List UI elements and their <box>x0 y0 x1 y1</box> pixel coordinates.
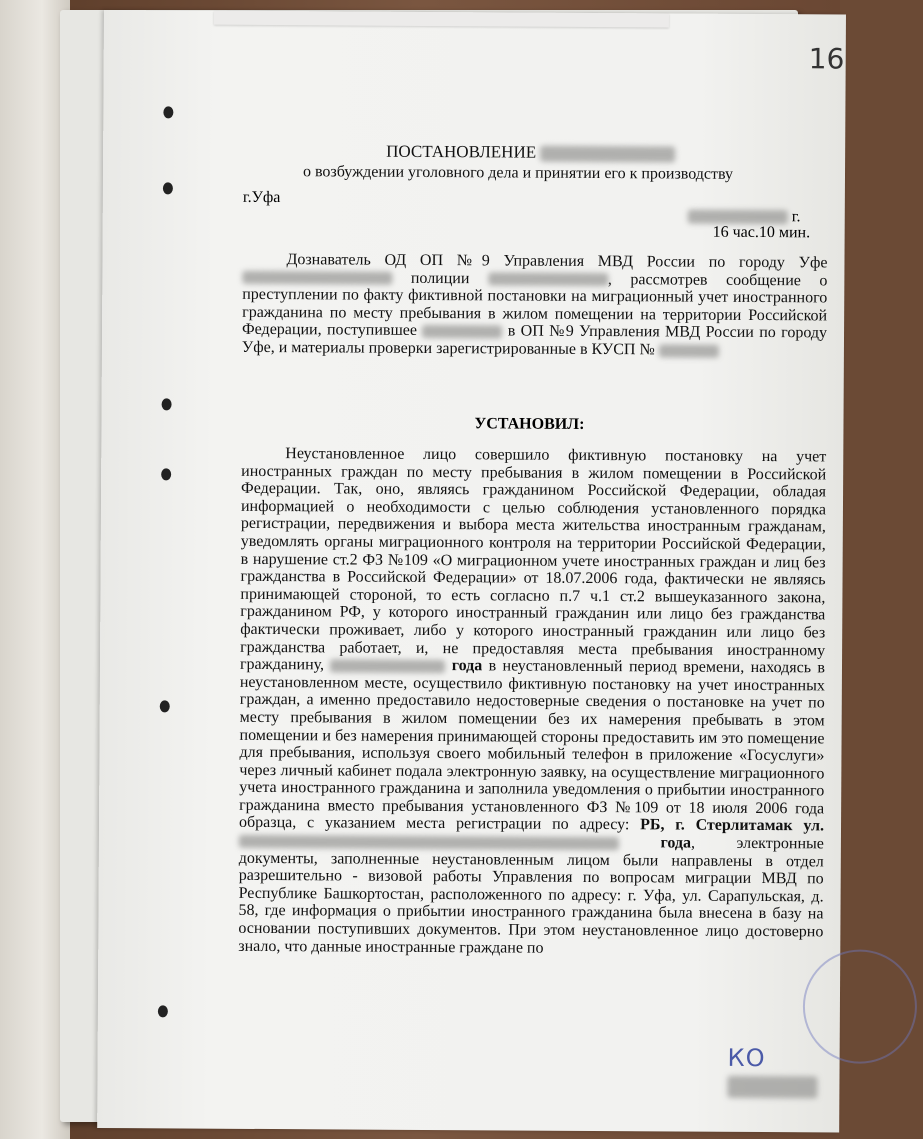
intro-text-4: в ОП №9 Управления МВД России по городу Уфе, и материалы проверки зарегистрированные в КУСП № <box>241 322 828 359</box>
redacted-kusp-number <box>659 344 719 357</box>
redacted-address <box>239 835 619 850</box>
established-heading: УСТАНОВИЛ: <box>474 415 585 433</box>
binder-hole <box>163 182 173 194</box>
intro-paragraph <box>242 251 828 360</box>
handwritten-text: КО <box>727 1043 766 1073</box>
body-bold-address: РБ, г. Стерлитамак ул. <box>640 816 825 835</box>
document-sheet <box>60 10 845 1122</box>
redacted-number <box>540 146 675 163</box>
body-bold-year-2: года <box>660 834 692 852</box>
redacted-date-1 <box>330 659 445 673</box>
body-text-3: , электронные документы, заполненные неустановленным лицом были направлены в отдел разрешительно - визовой работы Управления по вопросам миграции МВД по Республике Башкортостан, расположенного по адресу: г. Уфа, ул. Сарапульская, д. 58, где информация о прибытии иностранного гражданина была внесена в базу на основании поступивших документов. При этом неустановленное лицо достоверно знало, что данные иностранные граждане по <box>238 834 824 957</box>
binder-hole <box>162 398 172 410</box>
body-text-2: в неустановленный период времени, находясь в неустановленном месте, осуществило фиктивную постановку на учет иностранных граждан, а именно предоставило недостоверные сведения о постановке на учет по месту пребывания в жилом помещении без их намерения пребывать в этом помещении и без намерения принимающей стороны предоставить им это помещение для пребывания, используя своего мобильный телефон в приложение «Госуслуги» через личный кабинет подала электронную заявку, на осуществление миграционного учета иностранного гражданина и заполнила уведомления о прибытии иностранного гражданина вместо пребывания установленного ФЗ №109 от 18 июля 2006 года образца, с указанием места регистрации по адресу: <box>238 657 826 834</box>
redacted-officer-name <box>488 273 608 287</box>
handwritten-signature <box>727 1044 839 1101</box>
document-time: 16 час.10 мин. <box>712 223 811 242</box>
binder-hole <box>161 468 171 480</box>
redacted-date <box>688 210 788 225</box>
redacted-rank-name <box>242 271 392 285</box>
document-title <box>386 142 675 164</box>
intro-text-3: , рассмотрев сообщение о преступлении по факту фиктивной постановки на миграционный учет иностранного гражданина по месту пребывания в жилом помещении на территории Российской Федерации, поступившее <box>241 270 828 340</box>
date-suffix: г. <box>791 208 801 226</box>
binder-hole <box>160 700 170 712</box>
binder-hole <box>158 1005 168 1017</box>
title-text: ПОСТАНОВЛЕНИЕ <box>386 141 537 162</box>
underlying-paper-edge <box>214 11 669 28</box>
document-subtitle: о возбуждении уголовного дела и принятии его к производству <box>302 163 734 183</box>
city: г.Уфа <box>242 188 281 207</box>
intro-text-1: Дознаватель ОД ОП №9 Управления МВД России по городу Уфе <box>286 251 828 272</box>
redacted-received-date <box>422 325 502 338</box>
intro-text-2: полиции <box>410 269 470 287</box>
page-number: 16 <box>808 42 845 76</box>
binder-hole <box>163 106 173 118</box>
body-text-1: Неустановленное лицо совершило фиктивную постановку на учет иностранных граждан по месту пребывания в жилом помещении в Российской Федерации. Так, оно, являясь гражданином Российской Федерации, обладая информацией о необходимости с целью соблюдения установленного порядка регистрации, передвижения и выбора места жительства иностранным гражданам, уведомлять органы миграционного контроля на территории Российской Федерации, в нарушение ст.2 ФЗ №109 «О миграционном учете иностранных граждан и лиц без гражданства в Российской Федерации» от 18.07.2006 года, фактически не являясь принимающей стороной, то есть согласно п.7 ч.1 ст.2 вышеуказанного закона, гражданином РФ, у которого иностранный гражданин или лицо без гражданства фактически проживает, либо у которого иностранный гражданин или лицо без гражданства работает, и, не предоставляя места пребывания иностранному гражданину, <box>239 445 827 674</box>
document-page <box>97 10 846 1133</box>
body-paragraph <box>238 445 826 959</box>
body-bold-year-1: года <box>451 657 483 675</box>
redacted-signature <box>727 1076 817 1099</box>
